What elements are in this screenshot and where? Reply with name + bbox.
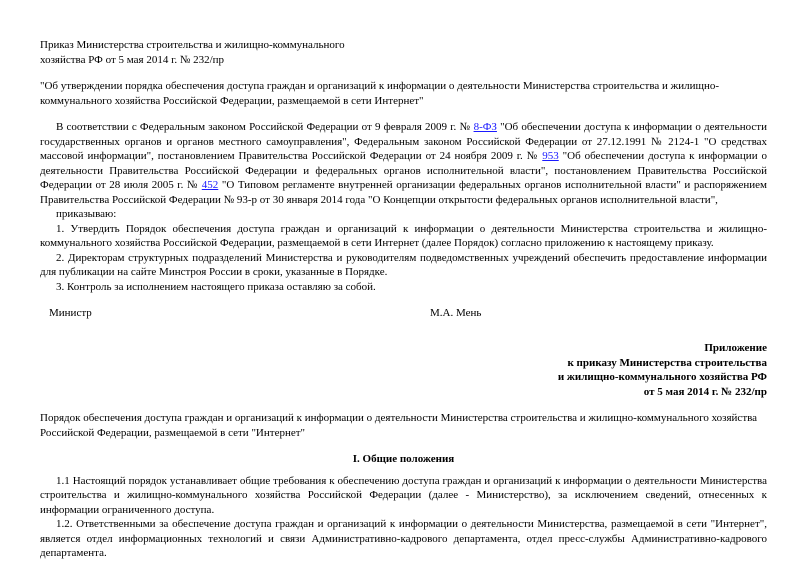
signatory-name: М.А. Мень	[430, 307, 482, 319]
law-link-8fz[interactable]: 8-ФЗ	[473, 121, 497, 133]
preamble-text-2: "Об обеспечении доступа к информации о деятельности государственных органов и органов местного самоуправления", Федеральным законом Российской Федерации от 27.12.1991 № 2124-1 "О средствах массовой информации", постановлением Правительства Российской Федерации от 24 ноября 2009 г. №	[40, 121, 767, 162]
appendix-line-4: от 5 мая 2014 г. № 232/пр	[643, 385, 767, 398]
signatory-role: Министр	[49, 307, 92, 319]
resolution-link-452[interactable]: 452	[201, 179, 219, 191]
appendix-line-2: к приказу Министерства строительства	[567, 356, 767, 369]
section-1-paragraph-2: 1.2. Ответственными за обеспечение доступа граждан и организаций к информации о деятельности Министерства, размещаемой в сети "Интернет", является отдел информационных технологий и связи Административно-кадрового департамента, отдел пресс-службы Административно-кадрового департамента.	[40, 518, 767, 559]
preamble-paragraph	[40, 120, 767, 207]
order-item-1: 1. Утвердить Порядок обеспечения доступа граждан и организаций к информации о деятельности Министерства строительства и жилищно-коммунального хозяйства Российской Федерации, размещаемой в сети Интернет (далее Порядок) согласно приложению к настоящему приказу.	[40, 222, 767, 249]
appendix-line-1: Приложение	[704, 342, 767, 354]
decree-word: приказываю:	[56, 208, 117, 220]
preamble-text-3: "Об обеспечении доступа к информации о деятельности Правительства Российской Федерации и федеральных органов исполнительной власти", постановлением Правительства Российской Федерации от 28 июля 2005 г. №	[40, 150, 767, 191]
order-item-3: 3. Контроль за исполнением настоящего приказа оставляю за собой.	[56, 280, 376, 293]
preamble-text-1: В соответствии с Федеральным законом Российской Федерации от 9 февраля 2009 г. №	[56, 121, 474, 133]
section-1-paragraph-1: 1.1 Настоящий порядок устанавливает общие требования к обеспечению доступа граждан и организаций к информации о деятельности Министерства строительства и жилищно-коммунального хозяйства Российской Федерации (далее - Министерство), за исключением сведений, отнесенных к информации ограниченного доступа.	[40, 474, 767, 516]
order-title-line-1: Приказ Министерства строительства и жилищно-коммунального	[40, 39, 345, 51]
appendix-line-3: и жилищно-коммунального хозяйства РФ	[557, 371, 767, 383]
preamble-text-4: "О Типовом регламенте внутренней организации федеральных органов исполнительной власти" и распоряжением Правительства Российской Федерации № 93-р от 30 января 2014 года "О Концепции открытости федеральных органов исполнительной власти",	[40, 179, 767, 206]
section-1-title: I. Общие положения	[352, 453, 455, 465]
appendix-header	[40, 341, 767, 399]
order-subject: "Об утверждении порядка обеспечения доступа граждан и организаций к информации о деятельности Министерства строительства и жилищно-коммунального хозяйства Российской Федерации, размещаемой в сети Интернет"	[40, 80, 720, 107]
document-page	[40, 38, 767, 561]
order-item-2: 2. Директорам структурных подразделений Министерства и руководителям подведомственных учреждений обеспечить предоставление информации для публикации на сайте Минстроя России в сроки, указанные в Порядке.	[40, 251, 767, 278]
resolution-link-953[interactable]: 953	[542, 150, 559, 162]
procedure-title: Порядок обеспечения доступа граждан и организаций к информации о деятельности Министерства строительства и жилищно-коммунального хозяйства Российской Федерации, размещаемой в сети "Интернет"	[40, 412, 758, 439]
order-title-line-2: хозяйства РФ от 5 мая 2014 г. № 232/пр	[40, 53, 225, 66]
signature-block	[40, 306, 767, 322]
